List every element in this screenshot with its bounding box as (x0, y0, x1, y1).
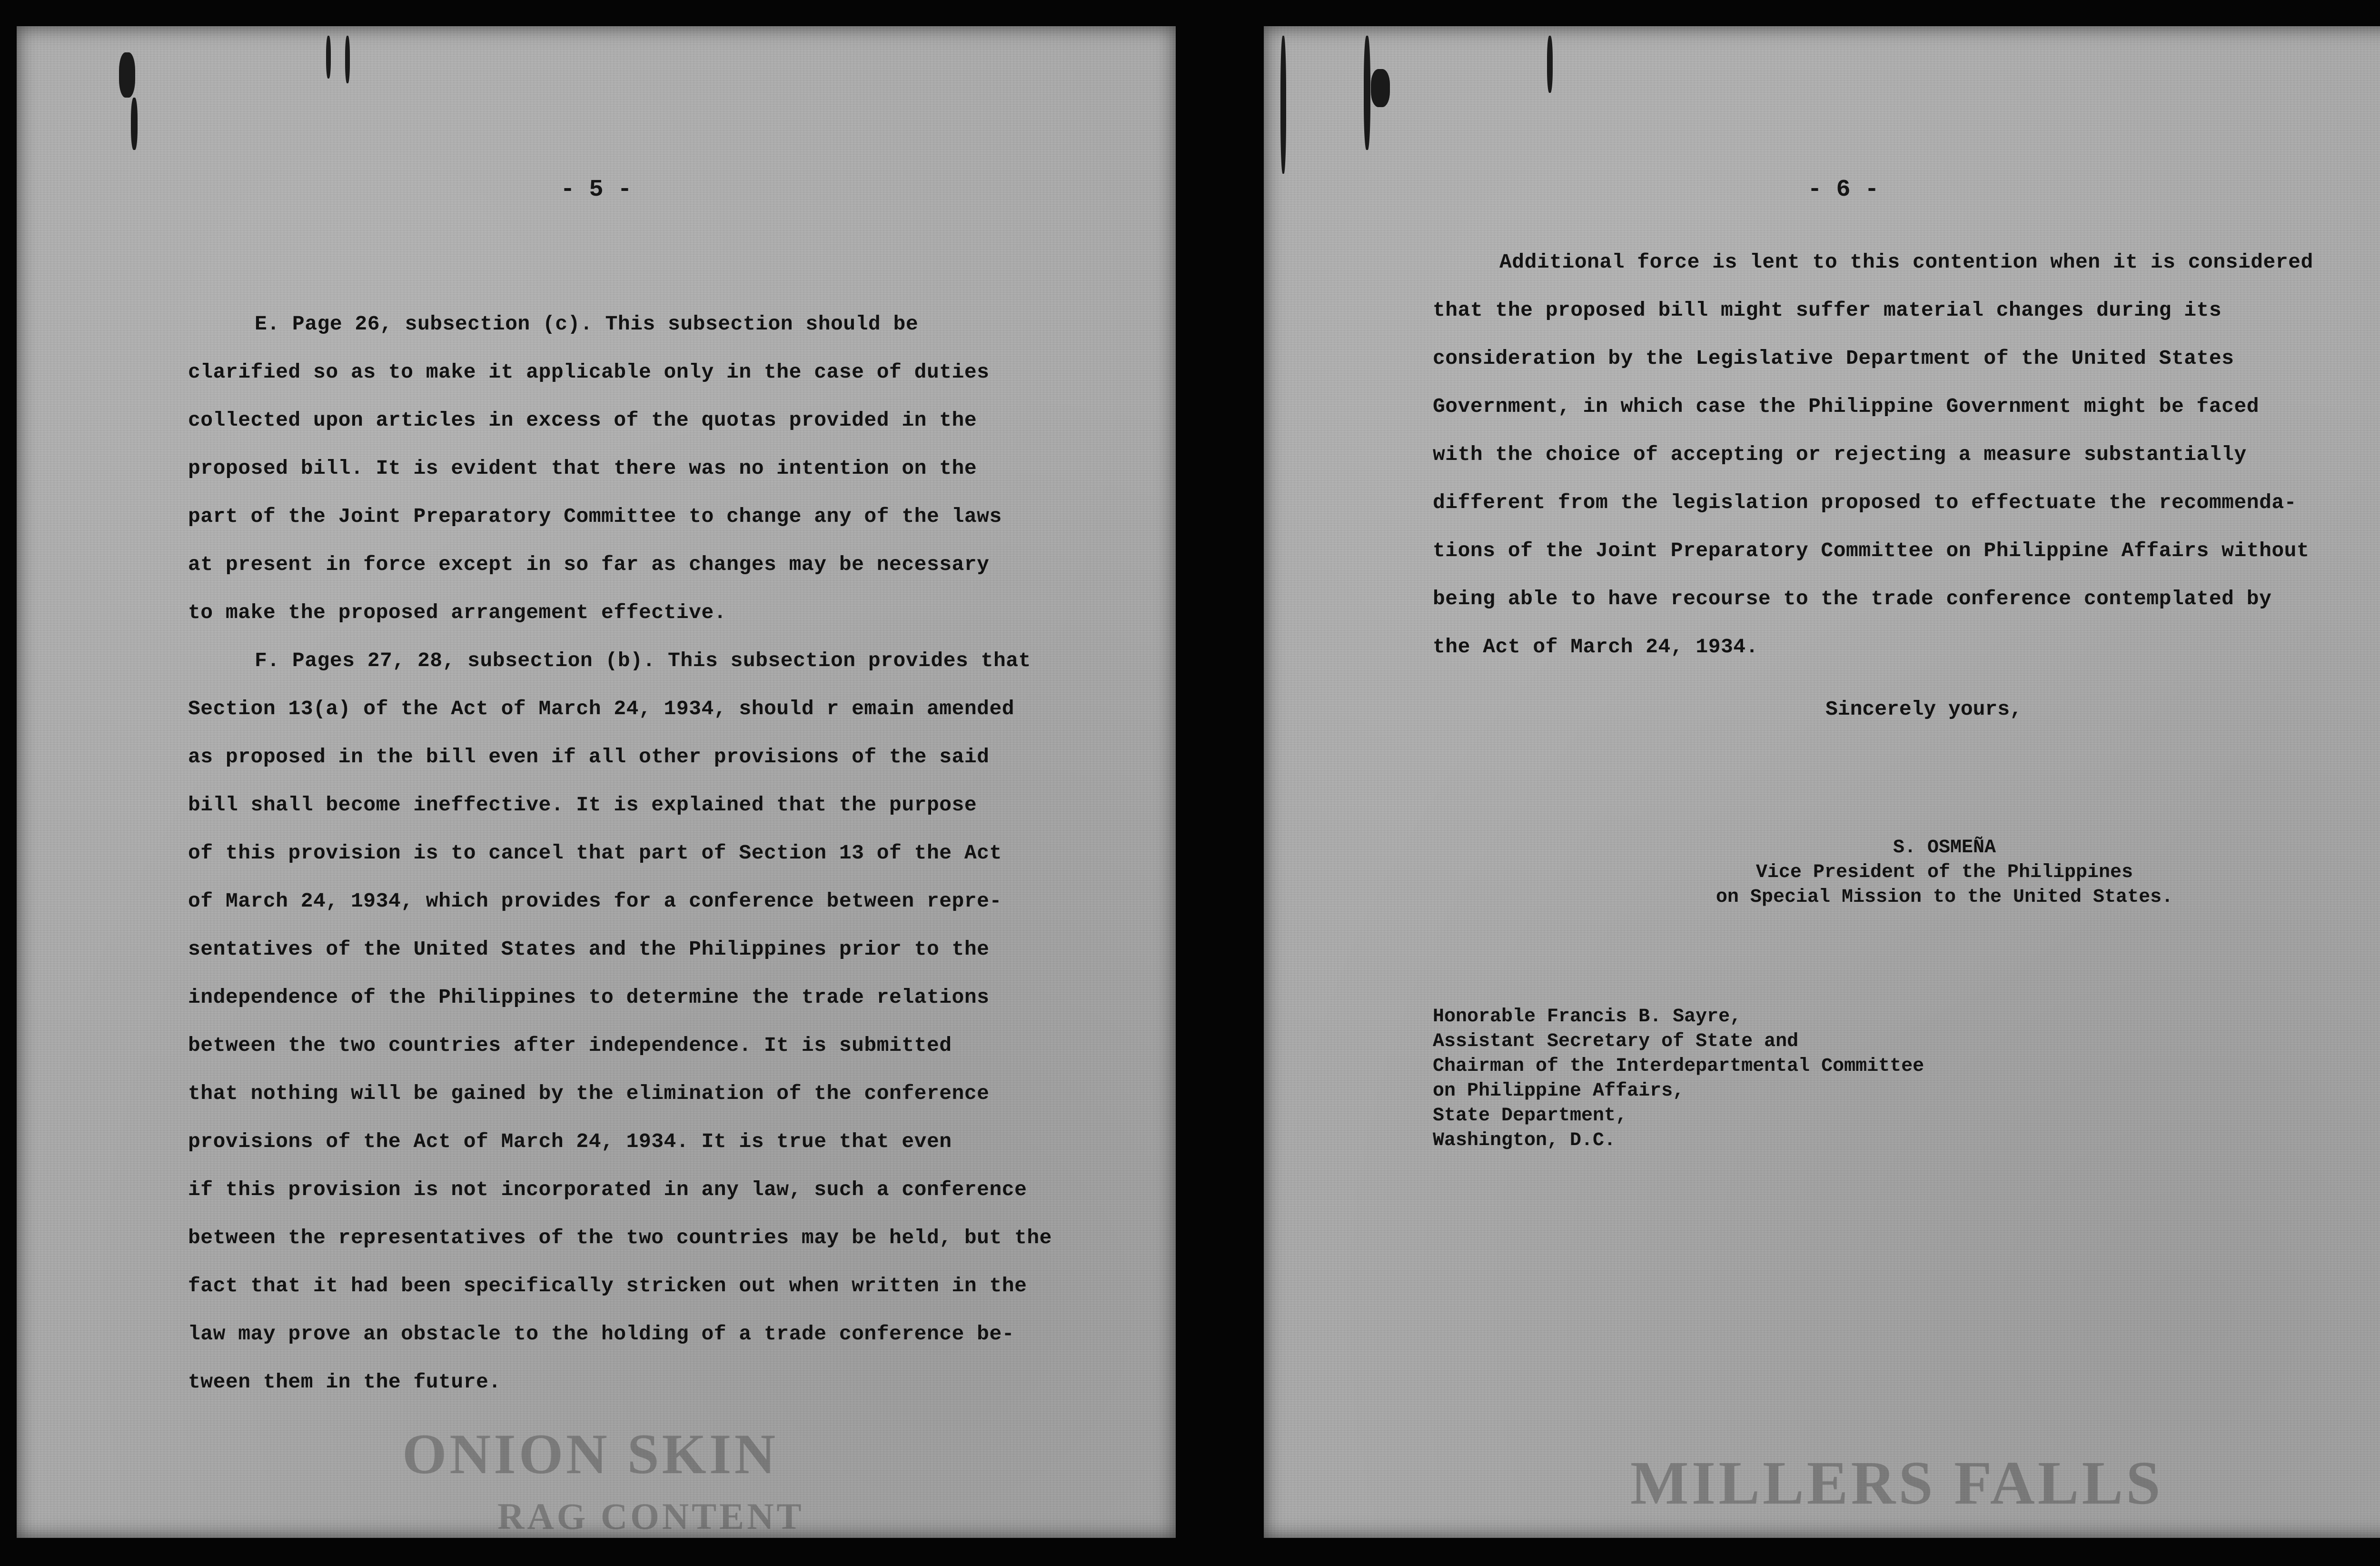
text-line: tions of the Joint Preparatory Committee on Philippine Affairs without (1433, 539, 2310, 562)
text-line: consideration by the Legislative Department of the United States (1433, 347, 2234, 370)
text-line: to make the proposed arrangement effective. (188, 601, 727, 624)
address-line: Chairman of the Interdepartmental Committee (1433, 1056, 1924, 1077)
text-line: as proposed in the bill even if all other provisions of the said (188, 745, 990, 768)
text-line: that the proposed bill might suffer material changes during its (1433, 299, 2222, 322)
paper-clip-mark (119, 52, 135, 98)
text-line: different from the legislation proposed to effectuate the recommenda- (1433, 491, 2297, 514)
text-line: of this provision is to cancel that part of Section 13 of the Act (188, 841, 1002, 865)
letter-body-text (188, 300, 1052, 1406)
text-line: tween them in the future. (188, 1370, 501, 1394)
text-line: clarified so as to make it applicable only in the case of duties (188, 360, 990, 384)
text-line: Section 13(a) of the Act of March 24, 1934, should r emain amended (188, 697, 1015, 720)
text-line: being able to have recourse to the trade conference contemplated by (1433, 587, 2272, 610)
address-line: Honorable Francis B. Sayre, (1433, 1006, 1742, 1027)
paper-clip-mark (345, 36, 350, 83)
text-line: the Act of March 24, 1934. (1433, 635, 1758, 658)
recipient-address (1433, 1005, 1924, 1153)
signatory-name: S. OSMEÑA (1893, 837, 1996, 858)
text-line: provisions of the Act of March 24, 1934. It is true that even (188, 1130, 952, 1153)
closing-salutation: Sincerely yours, (1825, 698, 2022, 721)
text-line: between the two countries after independence. It is submitted (188, 1034, 952, 1057)
paper-watermark: RAG CONTENT (497, 1496, 804, 1537)
page-number: - 5 - (560, 176, 632, 203)
paper-clip-mark (1364, 36, 1370, 150)
letter-body-text (1433, 238, 2313, 671)
text-line: with the choice of accepting or rejecting a measure substantially (1433, 443, 2247, 466)
text-line: part of the Joint Preparatory Committee to change any of the laws (188, 505, 1002, 528)
text-line: sentatives of the United States and the Philippines prior to the (188, 938, 990, 961)
text-line: E. Page 26, subsection (c). This subsection should be (255, 312, 919, 336)
right-page (1264, 26, 2380, 1538)
text-line: F. Pages 27, 28, subsection (b). This subsection provides that (255, 649, 1031, 672)
address-line: Washington, D.C. (1433, 1130, 1616, 1151)
signatory-title: Vice President of the Philippines (1755, 862, 2133, 883)
paper-clip-mark (326, 36, 331, 79)
paper-clip-mark (131, 98, 138, 150)
text-line: if this provision is not incorporated in any law, such a conference (188, 1178, 1027, 1201)
text-line: collected upon articles in excess of the quotas provided in the (188, 409, 977, 432)
address-line: State Department, (1433, 1105, 1627, 1127)
text-line: fact that it had been specifically stricken out when written in the (188, 1274, 1027, 1297)
text-line: bill shall become ineffective. It is explained that the purpose (188, 793, 977, 817)
text-line: proposed bill. It is evident that there was no intention on the (188, 457, 977, 480)
paper-watermark: ONION SKIN (402, 1422, 779, 1486)
page-number: - 6 - (1807, 176, 1879, 203)
text-line: law may prove an obstacle to the holding of a trade conference be- (188, 1322, 1015, 1346)
paper-clip-mark (1547, 36, 1553, 93)
left-page (17, 26, 1176, 1538)
text-line: Government, in which case the Philippine Government might be faced (1433, 395, 2260, 418)
text-line: at present in force except in so far as changes may be necessary (188, 553, 990, 576)
signature-block (1683, 836, 2206, 910)
paper-clip-mark (1280, 36, 1286, 174)
signatory-title: on Special Mission to the United States. (1716, 887, 2173, 908)
paper-clip-mark (1371, 69, 1390, 107)
text-line: that nothing will be gained by the elimination of the conference (188, 1082, 990, 1105)
text-line: between the representatives of the two countries may be held, but the (188, 1226, 1052, 1249)
paper-watermark: MILLERS FALLS (1630, 1449, 2163, 1517)
text-line: of March 24, 1934, which provides for a conference between repre- (188, 889, 1002, 913)
text-line: independence of the Philippines to determine the trade relations (188, 986, 990, 1009)
text-line: Additional force is lent to this contention when it is considered (1499, 250, 2313, 274)
address-line: Assistant Secretary of State and (1433, 1031, 1799, 1052)
address-line: on Philippine Affairs, (1433, 1080, 1685, 1102)
